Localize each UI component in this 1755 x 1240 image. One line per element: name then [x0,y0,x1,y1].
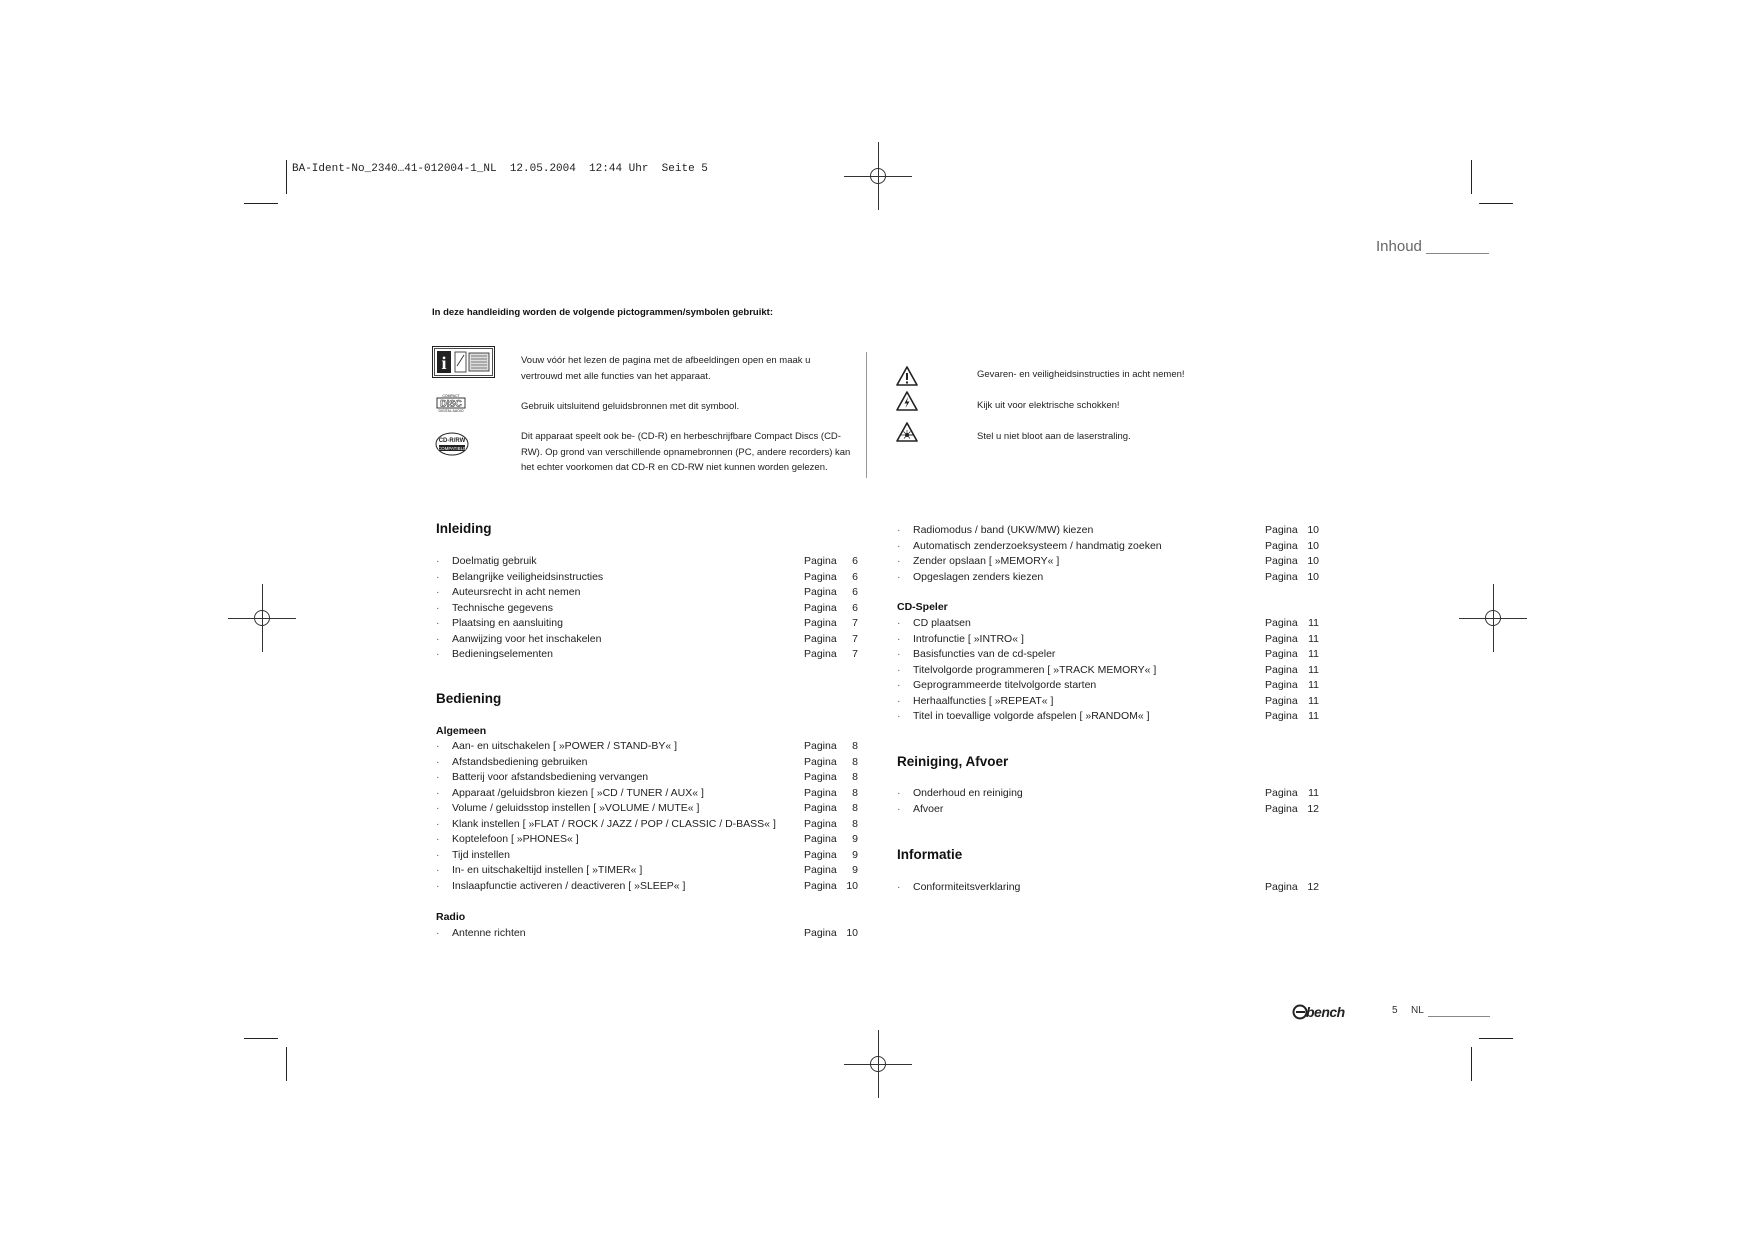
toc-page-number: 10 [1307,570,1319,583]
toc-page-word: Pagina [804,586,837,598]
page-number: 5 [1392,1005,1398,1016]
toc-page-number: 11 [1308,663,1319,676]
bullet-dot: · [436,848,440,861]
crop-mark [1479,203,1513,204]
toc-entry [897,663,1325,679]
toc-page-number: 11 [1308,694,1319,707]
toc-page-number: 11 [1308,679,1319,691]
toc-entry [897,554,1325,570]
toc-entry [436,554,864,570]
toc-page-word: Pagina [1265,539,1298,552]
toc-entry-label: Herhaalfuncties [ »REPEAT« ] [913,694,1054,707]
toc-entry-label: Batterij voor afstandsbediening vervangen [452,771,649,783]
page-header-title: Inhoud [1376,238,1422,255]
bullet-dot: · [436,817,440,830]
toc-entry-label: Titel in toevallige volgorde afspelen [ »RANDOM« ] [913,710,1150,722]
toc-page-word: Pagina [804,879,837,892]
toc-entry [897,678,1325,694]
toc-entry [436,879,864,895]
toc-entry-label: Radiomodus / band (UKW/MW) kiezen [913,524,1094,536]
subsection-title-cd-speler: CD-Speler [897,601,948,613]
bullet-dot: · [436,601,440,614]
svg-text:i: i [441,353,447,373]
crop-mark [244,1038,278,1039]
bullet-dot: · [897,524,901,536]
bullet-dot: · [436,648,440,660]
toc-entry [436,739,864,755]
toc-page-word: Pagina [1265,881,1298,893]
toc-page-word: Pagina [1265,663,1298,676]
toc-entry [436,848,864,864]
bench-logo [1292,1003,1354,1021]
toc-page-number: 10 [1307,555,1319,567]
bullet-dot: · [436,755,440,768]
toc-entry [436,632,864,648]
toc-entry [436,801,864,817]
bullet-dot: · [436,555,440,567]
toc-page-number: 8 [852,786,858,799]
bullet-dot: · [436,586,440,598]
toc-entry [897,786,1325,802]
toc-page-word: Pagina [1265,710,1298,722]
bullet-dot: · [436,802,440,814]
bullet-dot: · [897,710,901,722]
symbol-description: Kijk uit voor elektrische schokken! [977,400,1120,411]
crop-mark [244,203,278,204]
toc-entry-label: Doelmatig gebruik [452,555,537,567]
toc-page-word: Pagina [1265,787,1298,799]
toc-page-word: Pagina [1265,679,1298,691]
toc-page-number: 8 [852,817,858,830]
crop-mark [1471,1047,1472,1081]
toc-page-number: 11 [1308,648,1319,660]
bullet-dot: · [436,927,440,939]
toc-page-number: 11 [1308,710,1319,722]
symbol-description: Gebruik uitsluitend geluidsbronnen met dit symbool. [521,401,740,412]
toc-entry [897,694,1325,710]
bullet-dot: · [436,632,440,645]
toc-page-word: Pagina [804,601,837,614]
toc-page-number: 9 [852,833,858,845]
bullet-dot: · [436,786,440,799]
section-title-reiniging: Reiniging, Afvoer [897,754,1009,769]
toc-page-number: 6 [852,586,858,598]
toc-page-word: Pagina [804,786,837,799]
info-foldout-icon [432,346,495,378]
toc-page-number: 11 [1308,632,1319,645]
bullet-dot: · [897,632,901,645]
toc-page-number: 6 [852,555,858,567]
svg-text:DISC: DISC [440,398,462,409]
toc-entry-label: Opgeslagen zenders kiezen [913,570,1044,583]
toc-entry [436,817,864,833]
toc-entry-label: Afvoer [913,802,944,815]
bullet-dot: · [897,648,901,660]
crop-mark [286,160,287,194]
toc-page-number: 11 [1308,787,1319,799]
toc-entry-label: Belangrijke veiligheidsinstructies [452,570,604,583]
symbol-description: Stel u niet bloot aan de laserstraling. [977,431,1131,442]
bullet-dot: · [897,555,901,567]
bullet-dot: · [897,787,901,799]
toc-page-number: 6 [852,570,858,583]
toc-page-number: 10 [846,879,858,892]
toc-entry [436,601,864,617]
toc-entry [897,523,1325,539]
toc-page-number: 7 [852,648,858,660]
svg-text:COMPATIBLE: COMPATIBLE [437,446,467,451]
toc-entry-label: Volume / geluidsstop instellen [ »VOLUME / MUTE« ] [452,802,700,814]
toc-entry [436,616,864,632]
warning-triangle-icon [896,366,918,386]
toc-page-word: Pagina [804,570,837,583]
toc-entry-label: Conformiteitsverklaring [913,881,1021,893]
bullet-dot: · [897,679,901,691]
toc-page-word: Pagina [804,848,837,861]
toc-entry [436,926,864,942]
toc-entry [897,709,1325,725]
registration-mark [228,584,296,652]
print-slug-line: BA-Ident-No_2340…41-012004-1_NL 12.05.2004 12:44 Uhr Seite 5 [292,163,708,175]
section-title-inleiding: Inleiding [436,521,492,536]
toc-page-word: Pagina [804,771,837,783]
symbol-description: Dit apparaat speelt ook be- (CD-R) en herbeschrijfbare Compact Discs (CD-RW). Op grond van verschillende opnamebronnen (PC, andere recorders) kan het echter voorkomen dat CD-R en CD-RW niet kunnen worden gelezen. [521,431,851,473]
column-divider [866,352,867,478]
toc-entry [897,539,1325,555]
toc-entry [897,570,1325,586]
toc-page-number: 7 [852,632,858,645]
registration-mark [844,142,912,210]
toc-entry-label: Plaatsing en aansluiting [452,617,563,629]
header-rule [1426,253,1489,254]
toc-entry-label: Koptelefoon [ »PHONES« ] [452,833,579,845]
toc-page-word: Pagina [804,555,837,567]
svg-text:DIGITAL AUDIO: DIGITAL AUDIO [438,409,464,413]
bullet-dot: · [897,570,901,583]
toc-page-number: 10 [1307,539,1319,552]
toc-entry-label: Basisfuncties van de cd-speler [913,648,1056,660]
bullet-dot: · [897,539,901,552]
toc-entry [436,786,864,802]
toc-entry-label: Afstandsbediening gebruiken [452,755,588,768]
toc-page-number: 8 [852,802,858,814]
toc-entry-label: Inslaapfunctie activeren / deactiveren [ »SLEEP« ] [452,879,686,892]
toc-entry [436,570,864,586]
toc-entry-label: Aanwijzing voor het inschakelen [452,632,602,645]
toc-entry [897,880,1325,896]
bullet-dot: · [436,570,440,583]
toc-page-number: 10 [846,927,858,939]
toc-entry [436,863,864,879]
bullet-dot: · [436,864,440,876]
toc-entry-label: Tijd instellen [452,848,510,861]
bullet-dot: · [897,802,901,815]
toc-entry-label: Introfunctie [ »INTRO« ] [913,632,1024,645]
toc-entry [436,770,864,786]
toc-page-word: Pagina [1265,694,1298,707]
toc-page-number: 7 [852,617,858,629]
bullet-dot: · [436,617,440,629]
toc-page-word: Pagina [1265,524,1298,536]
laser-warning-icon [896,422,918,442]
bullet-dot: · [897,694,901,707]
toc-entry-label: In- en uitschakeltijd instellen [ »TIMER« ] [452,864,643,876]
toc-entry [897,616,1325,632]
toc-entry [897,802,1325,818]
bullet-dot: · [897,881,901,893]
toc-entry-label: CD plaatsen [913,617,971,629]
toc-page-word: Pagina [1265,555,1298,567]
toc-page-word: Pagina [804,817,837,830]
brand-wordmark: bench [1306,1004,1345,1020]
toc-entry-label: Geprogrammeerde titelvolgorde starten [913,679,1097,691]
registration-mark [844,1030,912,1098]
subsection-title-radio: Radio [436,911,466,923]
bullet-dot: · [436,771,440,783]
bullet-dot: · [897,663,901,676]
symbols-intro-text: In deze handleiding worden de volgende pictogrammen/symbolen gebruikt: [432,307,773,318]
symbol-description: Gevaren- en veiligheidsinstructies in acht nemen! [977,369,1185,380]
toc-page-number: 9 [852,848,858,861]
toc-page-word: Pagina [804,802,837,814]
toc-entry [436,755,864,771]
registration-mark [1459,584,1527,652]
toc-page-number: 12 [1307,881,1319,893]
subsection-title-algemeen: Algemeen [436,725,487,737]
toc-entry-label: Automatisch zenderzoeksysteem / handmatig zoeken [913,539,1162,552]
toc-entry-label: Onderhoud en reiniging [913,787,1023,799]
toc-entry [897,647,1325,663]
toc-entry [436,585,864,601]
crop-mark [1471,160,1472,194]
bullet-dot: · [436,833,440,845]
footer-rule [1428,1016,1490,1017]
section-title-informatie: Informatie [897,847,963,862]
crop-mark [1479,1038,1513,1039]
toc-entry-label: Antenne richten [452,927,526,939]
toc-entry-label: Apparaat /geluidsbron kiezen [ »CD / TUNER / AUX« ] [452,786,704,799]
language-code: NL [1411,1005,1424,1016]
toc-page-number: 11 [1308,617,1319,629]
toc-entry-label: Bedieningselementen [452,648,553,660]
toc-page-number: 8 [852,740,858,752]
toc-page-word: Pagina [804,617,837,629]
toc-page-word: Pagina [804,927,837,939]
toc-page-word: Pagina [804,648,837,660]
toc-page-word: Pagina [804,755,837,768]
toc-page-word: Pagina [1265,617,1298,629]
toc-entry-label: Technische gegevens [452,601,553,614]
toc-entry-label: Klank instellen [ »FLAT / ROCK / JAZZ / POP / CLASSIC / D-BASS« ] [452,817,776,830]
toc-entry [436,647,864,663]
toc-page-word: Pagina [1265,632,1298,645]
toc-page-word: Pagina [1265,802,1298,815]
toc-entry [897,632,1325,648]
toc-page-number: 6 [852,601,858,614]
toc-page-word: Pagina [1265,648,1298,660]
toc-entry-label: Aan- en uitschakelen [ »POWER / STAND-BY« ] [452,740,678,752]
cd-rw-compatible-icon [434,431,470,457]
toc-page-number: 8 [852,771,858,783]
toc-page-number: 10 [1307,524,1319,536]
section-title-bediening: Bediening [436,691,502,706]
toc-page-word: Pagina [1265,570,1298,583]
toc-page-number: 8 [852,755,858,768]
bullet-dot: · [897,617,901,629]
symbol-description: Vouw vóór het lezen de pagina met de afbeeldingen open en maak u vertrouwd met alle functies van het apparaat. [521,355,811,382]
toc-page-word: Pagina [804,864,837,876]
toc-page-word: Pagina [804,632,837,645]
toc-page-word: Pagina [804,833,837,845]
crop-mark [286,1047,287,1081]
toc-page-word: Pagina [804,740,837,752]
toc-entry-label: Auteursrecht in acht nemen [452,586,581,598]
svg-text:CD-R/RW: CD-R/RW [438,438,466,444]
compact-disc-logo-icon [434,393,468,413]
toc-page-number: 9 [852,864,858,876]
bullet-dot: · [436,740,440,752]
toc-entry [436,832,864,848]
toc-entry-label: Zender opslaan [ »MEMORY« ] [913,555,1060,567]
svg-text:COMPACT: COMPACT [442,394,460,398]
electric-shock-warning-icon [896,391,918,411]
toc-page-number: 12 [1307,802,1319,815]
bullet-dot: · [436,879,440,892]
toc-entry-label: Titelvolgorde programmeren [ »TRACK MEMORY« ] [913,663,1157,676]
